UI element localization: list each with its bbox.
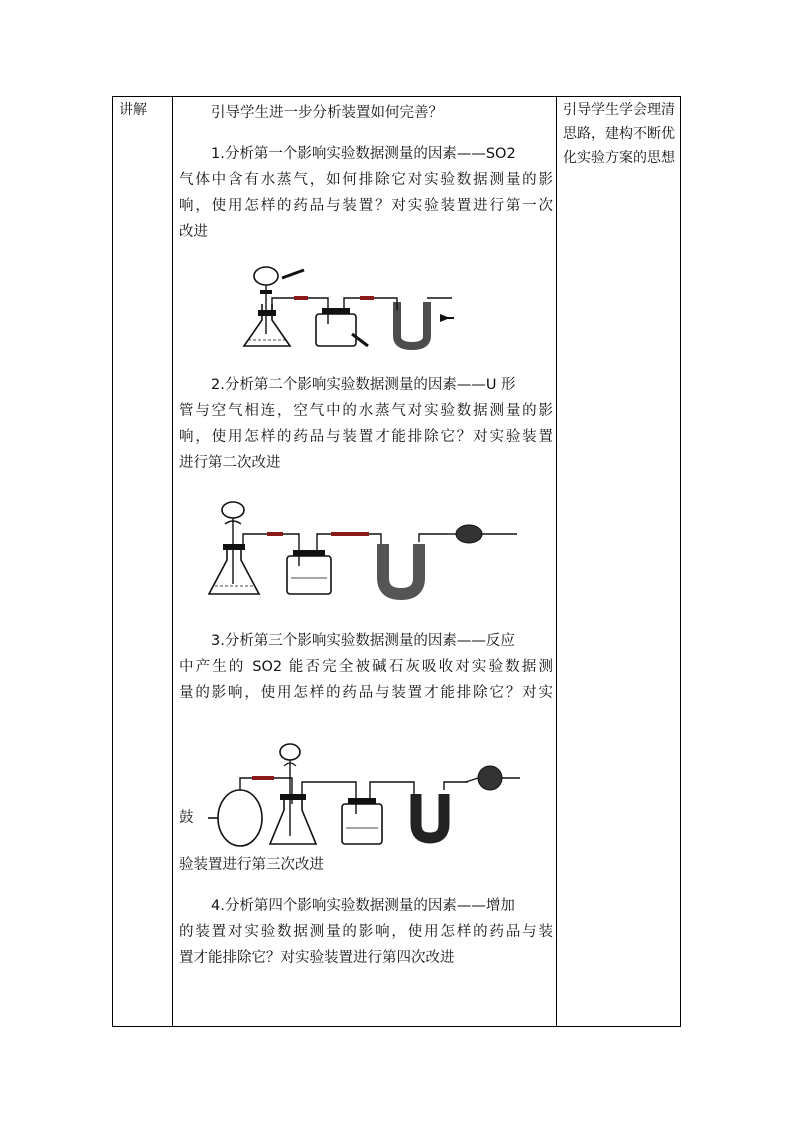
step2-line-4: 进行第二次改进 (179, 455, 281, 471)
step1-line-1: 1.分析第一个影响实验数据测量的因素——SO2 (211, 146, 516, 162)
step2-line-3: 响，使用怎样的药品与装置才能排除它？对实验装置 (179, 429, 553, 445)
step4-line-1: 4.分析第四个影响实验数据测量的因素——增加 (211, 898, 515, 914)
step1-line-2: 气体中含有水蒸气，如何排除它对实验数据测量的影 (179, 172, 553, 188)
section-label: 讲解 (119, 102, 147, 118)
step2-line-2: 管与空气相连，空气中的水蒸气对实验数据测量的影 (179, 403, 553, 419)
figure-3-label: 鼓 (179, 810, 194, 826)
step1-line-4: 改进 (179, 224, 208, 240)
apparatus-figure-3 (204, 738, 524, 850)
table-divider-2 (556, 96, 557, 1027)
step3-line-1: 3.分析第三个影响实验数据测量的因素——反应 (211, 633, 515, 649)
table-border-left (112, 96, 113, 1027)
teaching-notes: 引导学生学会理清思路，建构不断优化实验方案的思想 (563, 102, 675, 166)
step3-continuation: 验装置进行第三次改进 (179, 857, 324, 873)
step1-line-3: 响，使用怎样的药品与装置？对实验装置进行第一次 (179, 198, 553, 214)
intro-text: 引导学生进一步分析装置如何完善？ (211, 105, 443, 121)
step3-line-3: 量的影响，使用怎样的药品与装置才能排除它？对实 (179, 685, 553, 701)
table-border-top (112, 96, 681, 97)
apparatus-figure-1 (232, 262, 462, 352)
table-divider-1 (172, 96, 173, 1027)
step3-line-2: 中产生的 SO2 能否完全被碱石灰吸收对实验数据测 (179, 659, 553, 675)
step2-line-1: 2.分析第二个影响实验数据测量的因素——U 形 (211, 377, 516, 393)
apparatus-figure-2 (205, 494, 525, 604)
table-border-bottom (112, 1026, 681, 1027)
table-border-right (680, 96, 681, 1027)
step4-line-2: 的装置对实验数据测量的影响，使用怎样的药品与装 (179, 924, 553, 940)
step4-line-3: 置才能排除它？对实验装置进行第四次改进 (179, 950, 455, 966)
